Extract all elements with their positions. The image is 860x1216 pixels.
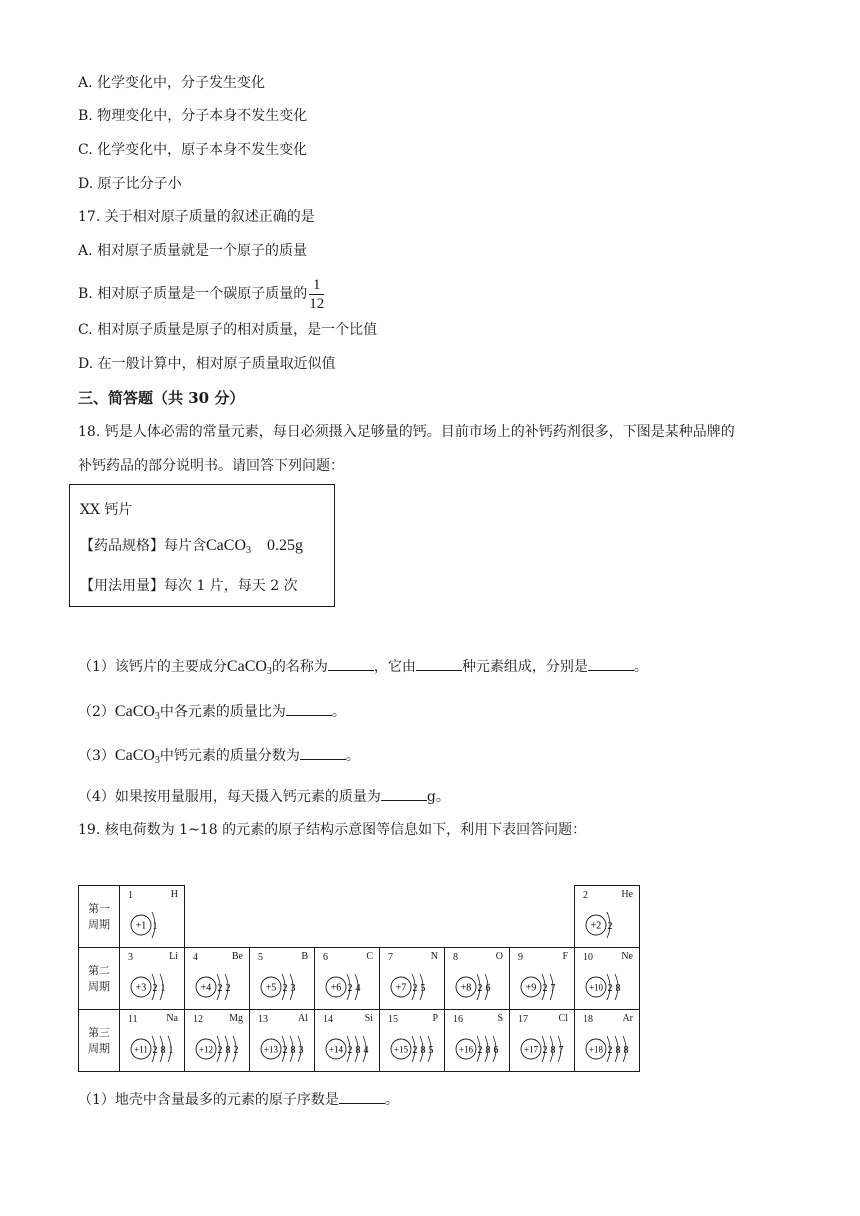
element-cell xyxy=(314,947,380,1010)
atom-structure-diagram xyxy=(516,1032,574,1066)
question-17-option-d: D. 在一般计算中，相对原子质量取近似值 xyxy=(78,356,336,372)
element-cell xyxy=(379,947,445,1010)
electron-count: 2 xyxy=(152,983,158,994)
question-17-option-c: C. 相对原子质量是原子的相对质量，是一个比值 xyxy=(78,322,378,338)
formula-main: CaCO xyxy=(114,747,155,764)
part3-text-a: （3） xyxy=(78,748,115,764)
atom-structure-diagram xyxy=(451,1032,509,1066)
formula-subscript: 3 xyxy=(266,666,272,677)
question-19-part-1 xyxy=(78,1089,399,1110)
atomic-number: 4 xyxy=(193,952,198,963)
atom-structure-diagram xyxy=(191,970,249,1004)
question-18-stem-line1: 18. 钙是人体必需的常量元素，每日必须摄入足够量的钙。目前市场上的补钙药剂很多，下图是某种品牌的 xyxy=(78,424,735,440)
part1-text-a: （1）该钙片的主要成分 xyxy=(78,659,227,675)
electron-count: 8 xyxy=(550,1045,556,1056)
atomic-number: 10 xyxy=(583,952,593,963)
element-cell xyxy=(509,1009,575,1072)
periodic-table xyxy=(78,885,638,1072)
nuclear-charge: +3 xyxy=(135,982,147,994)
answer-blank[interactable] xyxy=(286,701,332,716)
option-d: D. 原子比分子小 xyxy=(78,176,182,192)
option-c: C. 化学变化中，原子本身不发生变化 xyxy=(78,142,308,158)
formula-caco3 xyxy=(115,747,160,764)
electron-count: 4 xyxy=(355,983,361,994)
element-symbol: Li xyxy=(169,951,178,962)
formula-main: CaCO xyxy=(226,658,267,675)
element-cell xyxy=(444,1009,510,1072)
atomic-number: 1 xyxy=(128,890,133,901)
atomic-number: 15 xyxy=(388,1014,398,1025)
part4-text-a: （4）如果按用量服用，每天摄入钙元素的质量为 xyxy=(78,789,381,805)
atomic-number: 7 xyxy=(388,952,393,963)
atomic-number: 14 xyxy=(323,1014,333,1025)
electron-count: 2 xyxy=(607,1045,613,1056)
element-symbol: C xyxy=(366,951,373,962)
medicine-label-title: XX 钙片 xyxy=(80,502,133,518)
element-cell xyxy=(249,947,315,1010)
question-18-part-2 xyxy=(78,701,346,727)
medicine-label-spec xyxy=(80,535,303,556)
electron-count: 1 xyxy=(168,1045,174,1056)
question-17-option-a: A. 相对原子质量就是一个原子的质量 xyxy=(78,243,308,259)
question-19-stem: 19. 核电荷数为 1~18 的元素的原子结构示意图等信息如下，利用下表回答问题： xyxy=(78,822,587,838)
atom-structure-diagram xyxy=(581,908,639,942)
element-symbol: B xyxy=(301,951,308,962)
medicine-label-usage: 【用法用量】每次 1 片，每天 2 次 xyxy=(80,578,298,594)
question-18-stem-line2: 补钙药品的部分说明书。请回答下列问题： xyxy=(78,458,344,474)
electron-count: 3 xyxy=(298,1045,304,1056)
fraction-numerator: 1 xyxy=(309,276,324,295)
electron-count: 6 xyxy=(485,983,491,994)
nuclear-charge: +14 xyxy=(328,1044,344,1055)
part2-text-b: 中各元素的质量比为 xyxy=(159,704,286,720)
electron-count: 8 xyxy=(485,1045,491,1056)
electron-count: 7 xyxy=(550,983,556,994)
formula-main: CaCO xyxy=(206,537,246,554)
electron-count: 8 xyxy=(623,1045,629,1056)
period-label-line: 第一 xyxy=(88,901,110,915)
answer-blank[interactable] xyxy=(381,786,427,801)
electron-count: 5 xyxy=(420,983,426,994)
part3-text-c: 。 xyxy=(345,748,360,764)
electron-count: 8 xyxy=(615,983,621,994)
spec-prefix: 【药品规格】每片含 xyxy=(80,538,206,554)
answer-blank[interactable] xyxy=(339,1089,385,1104)
nuclear-charge: +5 xyxy=(265,982,277,994)
formula-subscript: 3 xyxy=(154,755,160,766)
electron-count: 2 xyxy=(607,983,613,994)
element-symbol: P xyxy=(432,1013,438,1024)
period-label-line: 周期 xyxy=(88,1041,110,1055)
atom-structure-diagram xyxy=(321,1032,379,1066)
element-symbol: Ne xyxy=(621,951,633,962)
element-symbol: O xyxy=(495,951,503,962)
electron-count: 2 xyxy=(542,983,548,994)
electron-count: 4 xyxy=(363,1045,369,1056)
atomic-number: 3 xyxy=(128,952,133,963)
nuclear-charge: +6 xyxy=(330,982,342,994)
option-a: A. 化学变化中，分子发生变化 xyxy=(78,75,266,91)
nuclear-charge: +12 xyxy=(198,1044,214,1055)
element-cell xyxy=(574,885,640,948)
part1-text-d: 种元素组成，分别是 xyxy=(461,659,588,675)
period-label-line: 第三 xyxy=(88,1025,110,1039)
electron-count: 2 xyxy=(477,1045,483,1056)
element-cell xyxy=(314,1009,380,1072)
atom-structure-diagram xyxy=(191,1032,249,1066)
period-label-line: 周期 xyxy=(88,979,110,993)
element-symbol: Ar xyxy=(622,1013,633,1024)
atom-structure-diagram xyxy=(516,970,574,1004)
electron-count: 5 xyxy=(428,1045,434,1056)
electron-count: 2 xyxy=(542,1045,548,1056)
nuclear-charge: +1 xyxy=(135,920,147,932)
question-17-stem: 17. 关于相对原子质量的叙述正确的是 xyxy=(78,209,315,225)
fraction-one-twelfth xyxy=(309,276,324,313)
element-symbol: Si xyxy=(364,1013,373,1024)
atom-structure-diagram xyxy=(126,908,184,942)
atomic-number: 6 xyxy=(323,952,328,963)
element-cell xyxy=(184,947,250,1010)
atomic-number: 17 xyxy=(518,1014,528,1025)
period-label-text xyxy=(88,963,110,995)
q19-part1-text-b: 。 xyxy=(384,1092,399,1108)
electron-count: 2 xyxy=(477,983,483,994)
element-cell xyxy=(119,947,185,1010)
electron-count: 8 xyxy=(355,1045,361,1056)
atom-structure-diagram xyxy=(581,1032,639,1066)
element-symbol: He xyxy=(621,889,633,900)
electron-count: 8 xyxy=(615,1045,621,1056)
nuclear-charge: +2 xyxy=(590,920,602,932)
electron-count: 8 xyxy=(290,1045,296,1056)
formula-main: CaCO xyxy=(114,703,155,720)
atom-structure-diagram xyxy=(126,970,184,1004)
nuclear-charge: +13 xyxy=(263,1044,279,1055)
formula-caco3 xyxy=(227,658,272,675)
electron-count: 3 xyxy=(290,983,296,994)
period-label xyxy=(78,885,120,948)
question-17-option-b xyxy=(78,274,324,314)
electron-count: 2 xyxy=(217,983,223,994)
electron-count: 1 xyxy=(160,983,166,994)
atom-structure-diagram xyxy=(581,970,639,1004)
atomic-number: 8 xyxy=(453,952,458,963)
atomic-number: 2 xyxy=(583,890,588,901)
element-cell xyxy=(119,885,185,948)
formula-subscript: 3 xyxy=(154,711,160,722)
electron-count: 8 xyxy=(160,1045,166,1056)
formula-caco3 xyxy=(115,703,160,720)
option-b: B. 物理变化中，分子本身不发生变化 xyxy=(78,108,308,124)
atomic-number: 13 xyxy=(258,1014,268,1025)
electron-count: 2 xyxy=(282,1045,288,1056)
element-symbol: H xyxy=(170,889,178,900)
nuclear-charge: +17 xyxy=(523,1044,539,1055)
atomic-number: 18 xyxy=(583,1014,593,1025)
element-cell xyxy=(574,947,640,1010)
element-symbol: F xyxy=(562,951,568,962)
option-b-text: B. 相对原子质量是一个碳原子质量的 xyxy=(78,286,308,302)
question-18-part-1 xyxy=(78,656,648,682)
atomic-number: 5 xyxy=(258,952,263,963)
element-symbol: Cl xyxy=(558,1013,568,1024)
question-18-part-4 xyxy=(78,786,450,807)
nuclear-charge: +9 xyxy=(525,982,537,994)
answer-blank[interactable] xyxy=(328,656,374,671)
formula-subscript: 3 xyxy=(246,545,251,556)
element-cell xyxy=(379,1009,445,1072)
electron-count: 2 xyxy=(607,921,613,932)
atom-structure-diagram xyxy=(451,970,509,1004)
nuclear-charge: +18 xyxy=(588,1044,604,1055)
electron-count: 2 xyxy=(217,1045,223,1056)
part1-text-c: ，它由 xyxy=(373,659,416,675)
element-cell xyxy=(119,1009,185,1072)
spec-value: 0.25g xyxy=(267,537,303,554)
atom-structure-diagram xyxy=(386,970,444,1004)
electron-count: 8 xyxy=(225,1045,231,1056)
element-symbol: Be xyxy=(231,951,243,962)
atom-structure-diagram xyxy=(126,1032,184,1066)
element-cell xyxy=(574,1009,640,1072)
electron-count: 2 xyxy=(412,1045,418,1056)
q19-part1-text-a: （1）地壳中含量最多的元素的原子序数是 xyxy=(78,1092,339,1108)
atom-structure-diagram xyxy=(321,970,379,1004)
element-cell xyxy=(444,947,510,1010)
electron-count: 6 xyxy=(493,1045,499,1056)
part2-text-a: （2） xyxy=(78,704,115,720)
element-cell xyxy=(249,1009,315,1072)
medicine-label-box xyxy=(69,484,335,607)
electron-count: 2 xyxy=(347,983,353,994)
nuclear-charge: +15 xyxy=(393,1044,409,1055)
nuclear-charge: +8 xyxy=(460,982,472,994)
electron-count: 2 xyxy=(225,983,231,994)
part1-text-b: 的名称为 xyxy=(271,659,328,675)
part1-text-e: 。 xyxy=(633,659,648,675)
section-heading: 三、简答题（共 30 分） xyxy=(78,389,245,407)
electron-count: 2 xyxy=(412,983,418,994)
spec-formula xyxy=(206,537,251,554)
element-symbol: Mg xyxy=(229,1013,243,1024)
nuclear-charge: +16 xyxy=(458,1044,474,1055)
answer-blank[interactable] xyxy=(300,745,346,760)
answer-blank[interactable] xyxy=(588,656,634,671)
electron-count: 2 xyxy=(347,1045,353,1056)
atomic-number: 11 xyxy=(128,1014,138,1025)
element-cell xyxy=(509,947,575,1010)
atomic-number: 16 xyxy=(453,1014,463,1025)
fraction-denominator: 12 xyxy=(309,295,325,312)
atomic-number: 9 xyxy=(518,952,523,963)
element-symbol: S xyxy=(497,1013,503,1024)
nuclear-charge: +11 xyxy=(134,1044,148,1055)
atom-structure-diagram xyxy=(256,1032,314,1066)
electron-count: 2 xyxy=(233,1045,239,1056)
element-symbol: Al xyxy=(298,1013,308,1024)
electron-count: 2 xyxy=(152,1045,158,1056)
element-symbol: N xyxy=(430,951,438,962)
period-label-line: 第二 xyxy=(88,963,110,977)
question-18-part-3 xyxy=(78,745,360,771)
electron-count: 7 xyxy=(558,1045,564,1056)
period-label-text xyxy=(88,1025,110,1057)
atom-structure-diagram xyxy=(386,1032,444,1066)
period-label-text xyxy=(88,901,110,933)
part3-text-b: 中钙元素的质量分数为 xyxy=(159,748,300,764)
answer-blank[interactable] xyxy=(416,656,462,671)
electron-count: 1 xyxy=(152,921,158,932)
atom-structure-diagram xyxy=(256,970,314,1004)
nuclear-charge: +10 xyxy=(588,982,604,993)
element-cell xyxy=(184,1009,250,1072)
atomic-number: 12 xyxy=(193,1014,203,1025)
nuclear-charge: +4 xyxy=(200,982,212,994)
element-symbol: Na xyxy=(166,1013,178,1024)
period-label xyxy=(78,1009,120,1072)
part2-text-c: 。 xyxy=(331,704,346,720)
electron-count: 8 xyxy=(420,1045,426,1056)
period-label xyxy=(78,947,120,1010)
electron-count: 2 xyxy=(282,983,288,994)
period-label-line: 周期 xyxy=(88,917,110,931)
nuclear-charge: +7 xyxy=(395,982,407,994)
part4-text-b: g。 xyxy=(426,789,450,805)
